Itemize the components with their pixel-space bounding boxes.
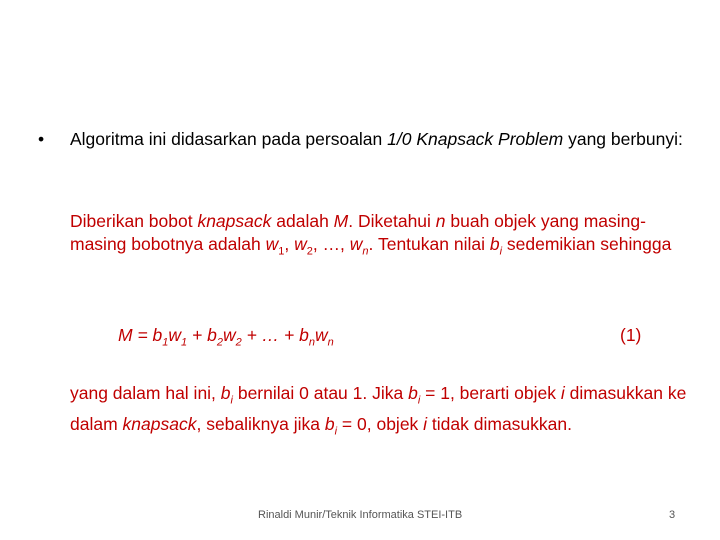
text-run: w bbox=[222, 325, 236, 345]
text-run: b bbox=[489, 234, 500, 254]
text-run: w bbox=[265, 234, 279, 254]
text-run: i bbox=[560, 383, 565, 403]
text-run: + b bbox=[187, 325, 217, 345]
text-run: M bbox=[333, 211, 349, 231]
text-run: = 0, objek bbox=[337, 413, 424, 434]
text-run: , …, bbox=[312, 234, 350, 254]
text-run: sedemikian sehingga bbox=[502, 234, 672, 254]
subscript: i bbox=[230, 394, 233, 407]
text-run: w bbox=[168, 325, 182, 345]
text-run: b bbox=[220, 383, 231, 403]
text-run: bernilai 0 atau 1. Jika bbox=[232, 383, 409, 403]
text-run: knapsack bbox=[122, 413, 197, 434]
equation bbox=[118, 324, 334, 355]
text-run: Diberikan bobot bbox=[70, 211, 198, 231]
text-run: w bbox=[349, 234, 363, 254]
text-run: w bbox=[294, 234, 307, 254]
bullet-text-part: Algoritma ini didasarkan pada persoalan bbox=[70, 129, 388, 149]
bullet-symbol: • bbox=[38, 129, 45, 149]
bullet-text-part: yang berbunyi: bbox=[563, 129, 683, 149]
footer-credit: Rinaldi Munir/Teknik Informatika STEI-ITB bbox=[258, 509, 463, 521]
text-run: tidak dimasukkan. bbox=[427, 413, 572, 434]
subscript: 1 bbox=[278, 245, 285, 258]
text-run: w bbox=[314, 325, 328, 345]
subscript: 2 bbox=[235, 336, 242, 349]
text-run: b bbox=[324, 413, 335, 434]
bullet-text bbox=[70, 128, 690, 151]
text-run: , sebaliknya jika bbox=[196, 413, 325, 434]
text-run: . Diketahui bbox=[348, 211, 436, 231]
text-run: yang dalam hal ini, bbox=[70, 383, 221, 403]
subscript: i bbox=[334, 425, 338, 437]
text-run: M = b bbox=[118, 325, 163, 345]
problem-name: 1/0 Knapsack Problem bbox=[387, 129, 564, 149]
text-run: i bbox=[423, 413, 428, 434]
subscript: 1 bbox=[162, 336, 169, 349]
subscript: n bbox=[362, 245, 369, 258]
subscript: n bbox=[327, 336, 334, 349]
subscript: 2 bbox=[306, 245, 313, 258]
text-run: , bbox=[284, 234, 295, 254]
subscript: n bbox=[308, 336, 315, 349]
subscript: i bbox=[499, 245, 503, 258]
equation-number: (1) bbox=[620, 325, 642, 345]
subscript: i bbox=[417, 394, 421, 407]
text-run: adalah bbox=[271, 211, 334, 231]
text-run: dimasukkan ke dalam bbox=[70, 383, 687, 434]
text-run: knapsack bbox=[197, 211, 272, 231]
text-run: b bbox=[408, 383, 418, 403]
subscript: 2 bbox=[216, 336, 223, 349]
text-run: = 1, berarti objek bbox=[420, 383, 561, 403]
subscript: 1 bbox=[181, 336, 188, 349]
text-run: + … + b bbox=[241, 325, 309, 345]
page-number: 3 bbox=[669, 509, 676, 521]
explanation-paragraph bbox=[70, 382, 700, 443]
text-run: buah objek yang masing-masing bobotnya adalah bbox=[70, 211, 646, 254]
text-run: n bbox=[435, 211, 446, 231]
text-run: . Tentukan nilai bbox=[368, 234, 490, 254]
problem-definition-paragraph bbox=[70, 210, 700, 264]
